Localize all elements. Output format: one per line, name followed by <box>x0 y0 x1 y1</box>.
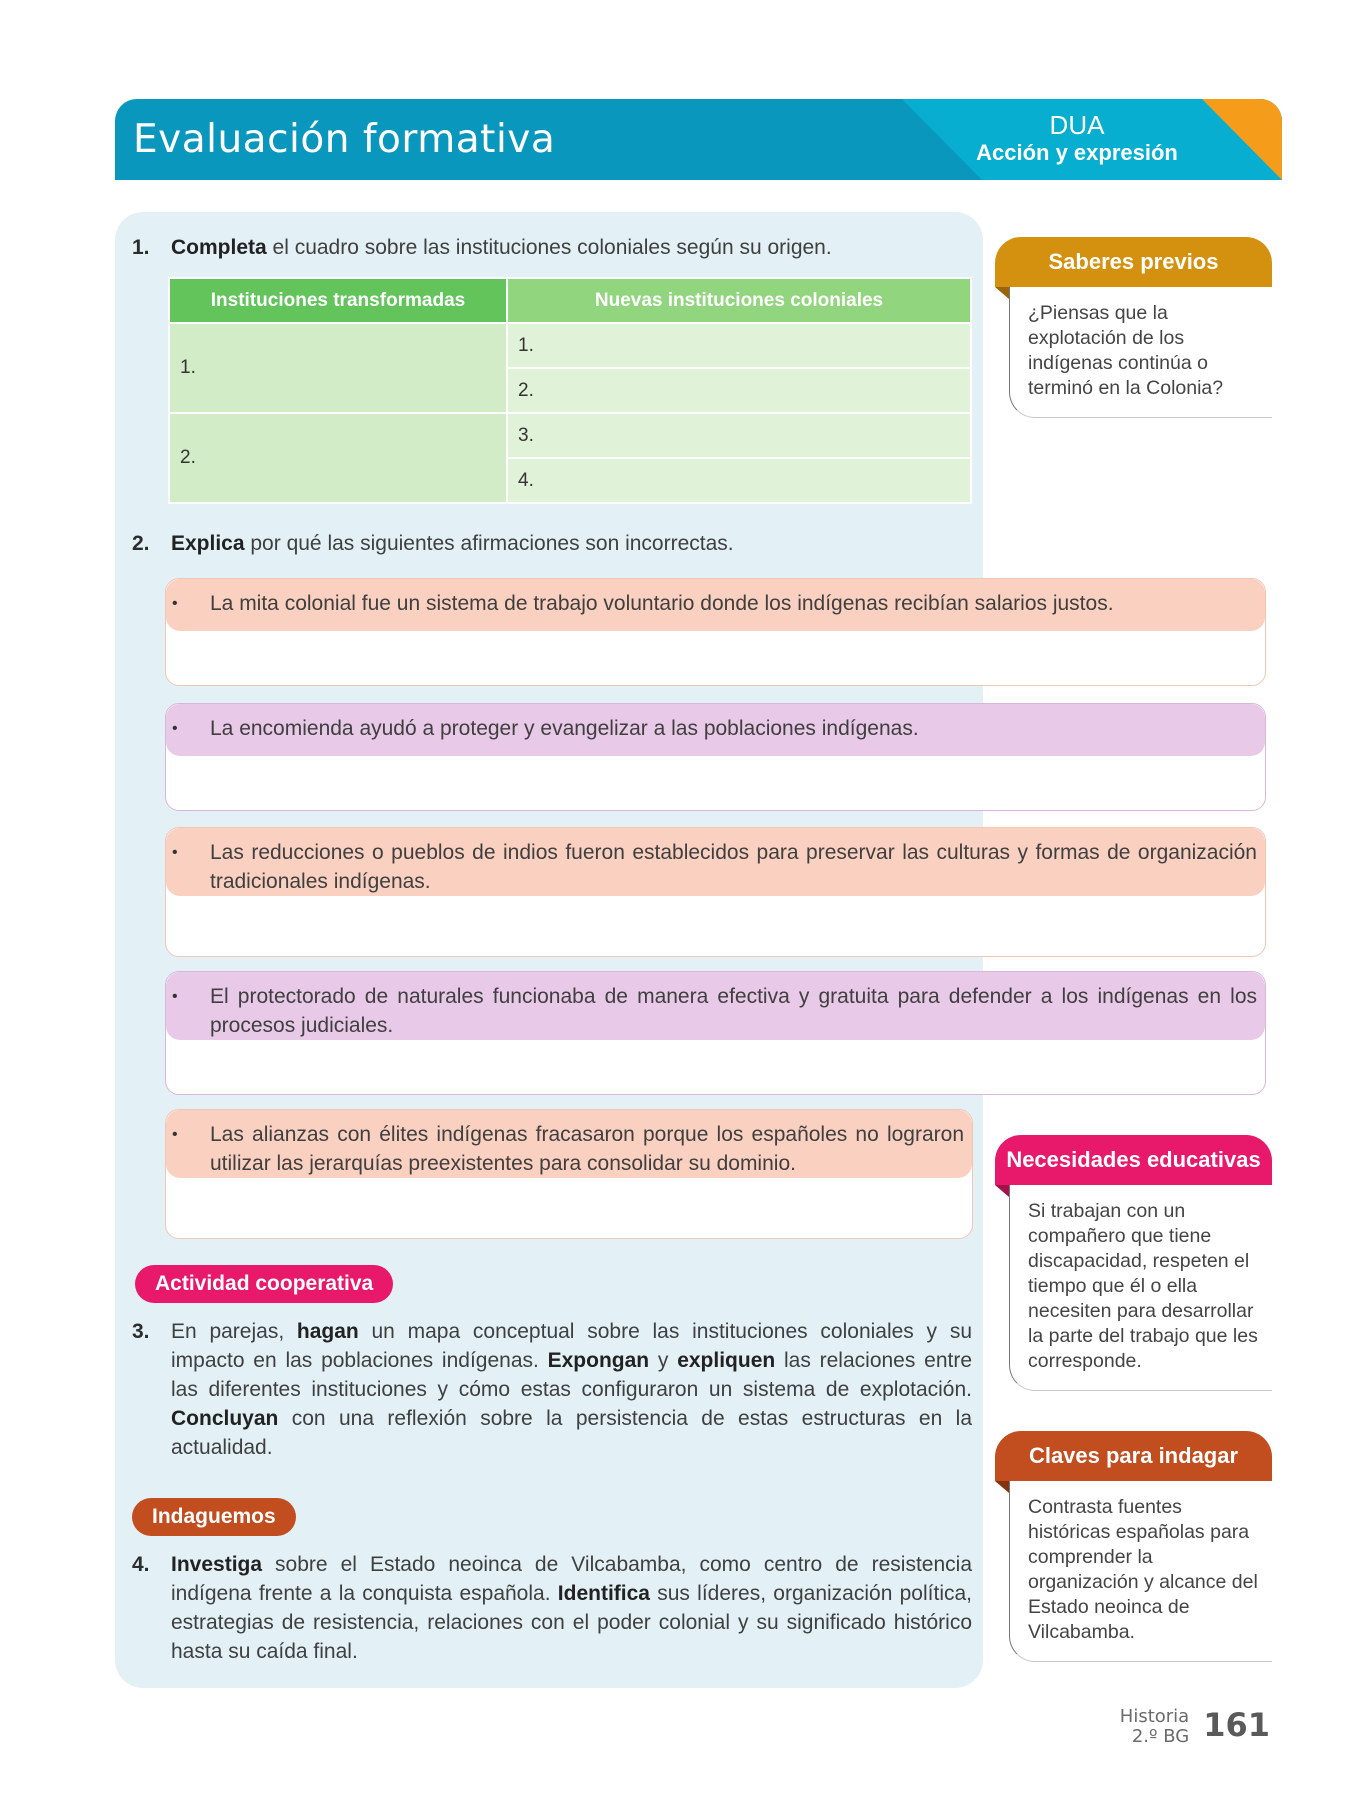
table-cell-input[interactable]: 1. <box>507 323 971 368</box>
necesidades-educativas-text: Si trabajan con un compañero que tiene discapacidad, respeten el tiempo que él o ella necesiten para desarrollar la parte del trabajo que les corresponde. <box>1009 1185 1272 1391</box>
statement-box <box>165 1109 973 1239</box>
claves-para-indagar-title: Claves para indagar <box>995 1431 1272 1481</box>
table-row <box>169 413 971 458</box>
table-cell-input[interactable]: 3. <box>507 413 971 458</box>
statement-label: Las reducciones o pueblos de indios fueron establecidos para preservar las culturas y formas de organización tradicionales indígenas. <box>210 841 1257 893</box>
section-header <box>115 99 1282 180</box>
necesidades-educativas-box <box>995 1135 1272 1391</box>
fold-corner-icon <box>995 287 1009 299</box>
necesidades-educativas-title: Necesidades educativas <box>995 1135 1272 1185</box>
table-cell-input[interactable]: 2. <box>507 368 971 413</box>
question-verb: Expongan <box>547 1349 650 1372</box>
institutions-table <box>168 277 972 504</box>
text-run: sus líderes, organización política, estrategias de resistencia, relaciones con el poder colonial y su significado histórico hasta su caída final. <box>171 1582 972 1663</box>
answer-field[interactable] <box>174 920 1257 950</box>
question-text <box>171 1317 972 1462</box>
statement-label: Las alianzas con élites indígenas fracasaron porque los españoles no lograron utilizar las jerarquías preexistentes para consolidar su dominio. <box>210 1123 964 1175</box>
question-verb: hagan <box>296 1320 359 1343</box>
question-verb: Completa <box>171 236 267 259</box>
question-verb: Concluyan <box>171 1407 279 1430</box>
page-number: 161 <box>1203 1706 1270 1744</box>
table-cell-input[interactable]: 2. <box>169 413 507 503</box>
bullet-icon: • <box>172 1126 178 1143</box>
statement-text <box>166 704 1265 756</box>
question-number: 2. <box>132 532 150 555</box>
statement-text <box>166 972 1265 1040</box>
statement-label: El protectorado de naturales funcionaba de manera efectiva y gratuita para defender a los indígenas en los procesos judiciales. <box>210 985 1257 1037</box>
dua-subtitle: Acción y expresión <box>976 140 1178 165</box>
answer-field[interactable] <box>174 1058 1257 1088</box>
statement-box <box>165 827 1266 957</box>
bullet-icon: • <box>172 988 178 1005</box>
table-header-row <box>169 278 971 323</box>
text-run: un mapa conceptual sobre las instituciones coloniales y su impacto en las poblaciones indígenas. <box>171 1320 972 1372</box>
question-text <box>171 233 972 262</box>
question-rest: el cuadro sobre las instituciones coloniales según su origen. <box>266 236 832 259</box>
dua-title: DUA <box>1049 110 1105 140</box>
table-cell-input[interactable]: 4. <box>507 458 971 503</box>
statement-box <box>165 971 1266 1095</box>
statement-text <box>166 579 1265 631</box>
cooperative-activity-badge: Actividad cooperativa <box>135 1265 393 1303</box>
table-cell-input[interactable]: 1. <box>169 323 507 413</box>
question-rest: por qué las siguientes afirmaciones son incorrectas. <box>244 532 734 555</box>
column-header-transformed: Instituciones transformadas <box>169 278 507 323</box>
claves-para-indagar-box <box>995 1431 1272 1662</box>
statement-box <box>165 703 1266 811</box>
text-run: con una reflexión sobre la persistencia de estas estructuras en la actualidad. <box>171 1407 972 1459</box>
statement-label: La mita colonial fue un sistema de trabajo voluntario donde los indígenas recibían salarios justos. <box>210 592 1114 615</box>
saberes-previos-title: Saberes previos <box>995 237 1272 287</box>
text-run: las relaciones entre las diferentes instituciones y cómo estas configuraron un sistema de explotación. <box>171 1349 972 1401</box>
answer-field[interactable] <box>174 774 1257 804</box>
column-header-new: Nuevas instituciones coloniales <box>507 278 971 323</box>
question-number: 1. <box>132 236 150 259</box>
indaguemos-badge: Indaguemos <box>132 1498 296 1536</box>
text-run: En parejas, <box>171 1320 297 1343</box>
statement-text <box>166 828 1265 896</box>
text-run: sobre el Estado neoinca de Vilcabamba, como centro de resistencia indígena frente a la conquista española. <box>171 1553 972 1605</box>
statement-box <box>165 578 1266 686</box>
page-footer <box>1120 1707 1270 1747</box>
bullet-icon: • <box>172 720 178 737</box>
text-run: y <box>649 1349 678 1372</box>
question-text <box>171 1550 972 1666</box>
fold-corner-icon <box>995 1185 1009 1197</box>
fold-corner-icon <box>995 1481 1009 1493</box>
question-verb: Investiga <box>171 1553 263 1576</box>
table-row <box>169 323 971 368</box>
answer-field[interactable] <box>174 1202 964 1232</box>
statement-text <box>166 1110 972 1178</box>
page-title: Evaluación formativa <box>133 117 556 162</box>
question-number: 3. <box>132 1320 150 1343</box>
saberes-previos-box <box>995 237 1272 418</box>
grade-label: 2.º BG <box>1131 1726 1190 1747</box>
dua-label <box>957 111 1197 167</box>
question-text <box>171 529 972 558</box>
bullet-icon: • <box>172 595 178 612</box>
saberes-previos-text: ¿Piensas que la explotación de los indígenas continúa o terminó en la Colonia? <box>1009 287 1272 418</box>
question-verb: Identifica <box>557 1582 650 1605</box>
bullet-icon: • <box>172 844 178 861</box>
question-verb: Explica <box>171 532 245 555</box>
subject-label: Historia <box>1119 1706 1190 1727</box>
claves-para-indagar-text: Contrasta fuentes históricas españolas para comprender la organización y alcance del Estado neoinca de Vilcabamba. <box>1009 1481 1272 1662</box>
question-verb: expliquen <box>677 1349 776 1372</box>
footer-subject <box>1120 1707 1189 1747</box>
statement-label: La encomienda ayudó a proteger y evangelizar a las poblaciones indígenas. <box>210 717 919 740</box>
question-number: 4. <box>132 1553 150 1576</box>
answer-field[interactable] <box>174 649 1257 679</box>
